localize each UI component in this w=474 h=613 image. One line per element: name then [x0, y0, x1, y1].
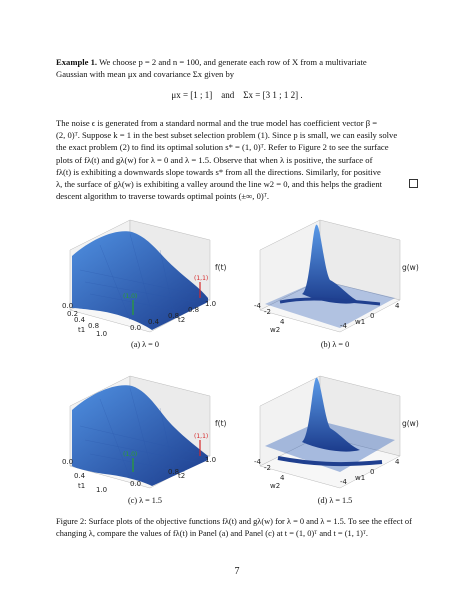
y-axis-label: w1 — [355, 318, 366, 326]
tick-left-0: 0.0 — [62, 458, 74, 466]
tick-right-0: 0.0 — [130, 324, 142, 332]
example-paragraph — [56, 56, 420, 80]
display-equation — [0, 90, 474, 100]
panel-d-caption: (d) λ = 1.5 — [317, 496, 353, 505]
tick-right-first: -4 — [340, 478, 347, 486]
body-line-7: descent algorithm to traverse towards optimal points (±∞, 0)ᵀ. — [56, 191, 269, 202]
tick-right-2: 0.4 — [148, 318, 160, 326]
figure-caption — [56, 516, 420, 539]
figure-caption-line-2: changing λ, compare the values of fλ(t) in Panel (a) and Panel (c) at t = (1, 0)ᵀ and t = (1, 1)ᵀ. — [56, 528, 369, 538]
x-axis-label: w2 — [270, 326, 281, 334]
panel-c-caption: (c) λ = 1.5 — [127, 496, 163, 505]
green-marker-label: (1,0) — [123, 451, 138, 458]
example-line-1: We choose p = 2 and n = 100, and generate each row of X from a multivariate — [99, 57, 367, 67]
tick-right-6: 0.8 — [188, 306, 200, 314]
tick-left-mid: -2 — [264, 464, 271, 472]
equation-and: and — [221, 90, 235, 100]
tick-left-last: 4 — [280, 318, 285, 326]
body-line-1: The noise ϵ is generated from a standard normal and the true model has coefficient vector β = — [56, 118, 378, 128]
page-number: 7 — [234, 566, 240, 577]
qed-symbol — [409, 179, 418, 188]
red-marker-label: (1,1) — [194, 275, 209, 282]
panel-b-caption: (b) λ = 0 — [320, 340, 350, 349]
panel-d — [250, 366, 420, 496]
tick-left-0: 0.0 — [62, 302, 74, 310]
x-axis-label: w2 — [270, 482, 281, 490]
panel-c-plot — [60, 366, 230, 496]
figure-caption-line-1: Figure 2: Surface plots of the objective functions fλ(t) and gλ(w) for λ = 0 and λ = 1.5. To see the effect of — [56, 517, 412, 526]
panel-a-plot — [60, 210, 230, 340]
equation-mu: μx = [1 ; 1] — [171, 90, 213, 100]
body-line-2: (2, 0)ᵀ. Suppose k = 1 in the best subset selection problem (1). Since p is small, we can easily solve — [56, 130, 398, 141]
tick-right-mid: 0 — [370, 468, 375, 476]
tick-right-4: 0.8 — [168, 312, 180, 320]
body-line-6: λ, the surface of gλ(w) is exhibiting a valley around the line w2 = 0, and this helps the gradient — [56, 179, 383, 190]
body-paragraph — [56, 117, 420, 202]
tick-left-1: 0.2 — [67, 310, 79, 318]
tick-left-first: -4 — [254, 302, 261, 310]
x-axis-label: t1 — [78, 326, 86, 334]
tick-right-mid: 0 — [370, 312, 375, 320]
body-line-5: fλ(t) is exhibiting a downwards slope towards s* from all the directions. Similarly, for positive — [56, 166, 381, 177]
tick-left-mid: -2 — [264, 308, 271, 316]
panel-d-plot — [250, 366, 420, 496]
y-axis-label: w1 — [355, 474, 366, 482]
example-label: Example 1. — [56, 57, 98, 67]
tick-right-10: 1.0 — [205, 300, 217, 308]
tick-right-last: 4 — [395, 302, 400, 310]
tick-left-5: 1.0 — [96, 330, 108, 338]
z-axis-label: g(w) — [402, 263, 419, 272]
equation-sigma: Σx = [3 1 ; 1 2] . — [243, 90, 303, 100]
example-line-2: Gaussian with mean μx and covariance Σx given by — [56, 69, 235, 80]
tick-right-0: 0.0 — [130, 480, 142, 488]
z-axis-label: f(t) — [215, 263, 227, 272]
tick-left-4: 0.8 — [88, 322, 100, 330]
panel-b — [250, 210, 420, 340]
tick-right-10: 1.0 — [205, 456, 217, 464]
tick-right-4: 0.8 — [168, 468, 180, 476]
y-axis-label: t2 — [178, 472, 186, 480]
tick-right-last: 4 — [395, 458, 400, 466]
tick-left-2: 0.4 — [74, 316, 86, 324]
panel-c — [60, 366, 230, 496]
panel-a — [60, 210, 230, 340]
x-axis-label: t1 — [78, 482, 86, 490]
tick-left-first: -4 — [254, 458, 261, 466]
green-marker-label: (1,0) — [123, 293, 138, 300]
tick-right-first: -4 — [340, 322, 347, 330]
body-line-3: the exact problem (2) to find its optimal solution s* = (1, 0)ᵀ. Refer to Figure 2 to see the surface — [56, 142, 389, 153]
body-line-4: plots of fλ(t) and gλ(w) for λ = 0 and λ = 1.5. Observe that when λ is positive, the surface of — [56, 154, 373, 165]
panel-b-plot — [250, 210, 420, 340]
panel-a-caption: (a) λ = 0 — [131, 340, 159, 349]
y-axis-label: t2 — [178, 316, 186, 324]
tick-left-last: 4 — [280, 474, 285, 482]
red-marker-label: (1,1) — [194, 433, 209, 440]
z-axis-label: f(t) — [215, 419, 227, 428]
tick-left-2: 0.4 — [74, 472, 86, 480]
z-axis-label: g(w) — [402, 419, 419, 428]
tick-left-5: 1.0 — [96, 486, 108, 494]
